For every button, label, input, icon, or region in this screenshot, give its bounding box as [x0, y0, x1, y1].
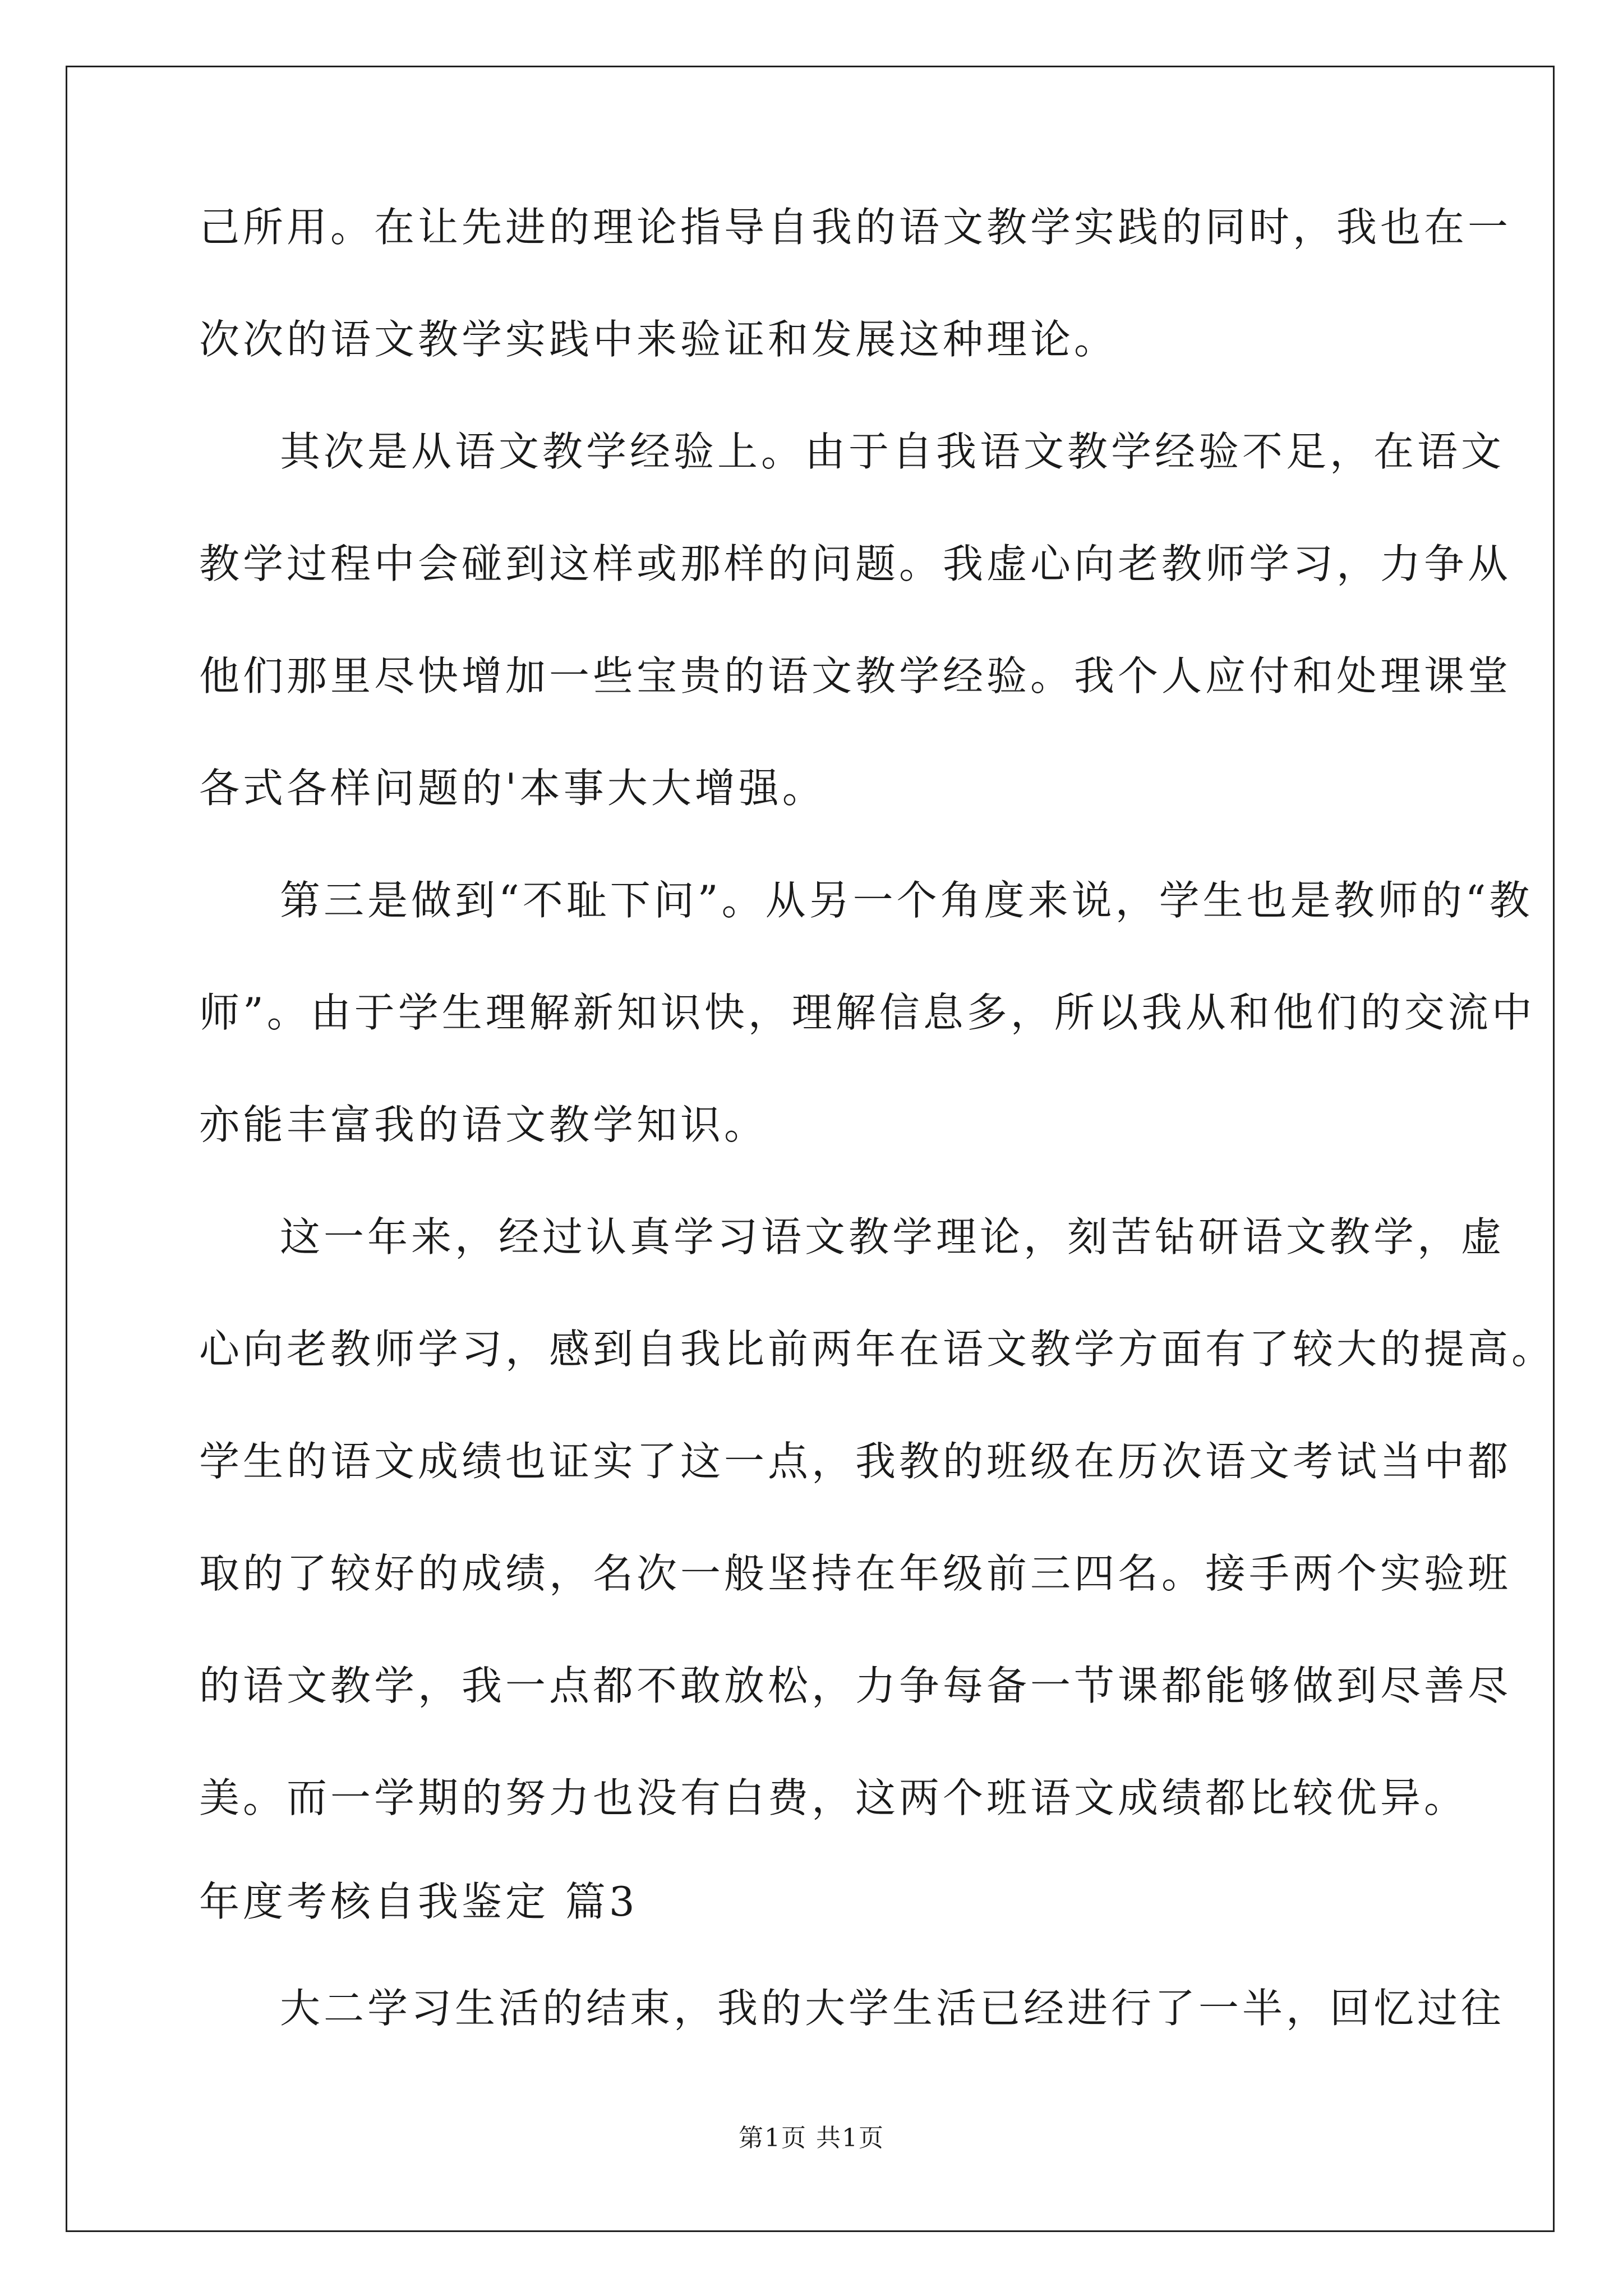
paragraph-line: 取的了较好的成绩，名次一般坚持在年级前三四名。接手两个实验班 [199, 1550, 1512, 1597]
paragraph-line: 己所用。在让先进的理论指导自我的语文教学实践的同时，我也在一 [199, 204, 1512, 251]
section-heading: 年度考核自我鉴定 篇3 [199, 1878, 638, 1925]
paragraph-line: 亦能丰富我的语文教学知识。 [199, 1101, 768, 1148]
paragraph-line: 的语文教学，我一点都不敢放松，力争每备一节课都能够做到尽善尽 [199, 1662, 1512, 1709]
paragraph-line: 学生的语文成绩也证实了这一点，我教的班级在历次语文考试当中都 [199, 1438, 1512, 1485]
paragraph-line: 次次的语文教学实践中来验证和发展这种理论。 [199, 316, 1118, 363]
paragraph-line: 他们那里尽快增加一些宝贵的语文教学经验。我个人应付和处理课堂 [199, 652, 1512, 700]
paragraph-line: 第三是做到“不耻下问”。从另一个角度来说，学生也是教师的“教 [280, 877, 1533, 924]
paragraph-line: 美。而一学期的努力也没有白费，这两个班语文成绩都比较优异。 [199, 1774, 1468, 1821]
paragraph-line: 教学过程中会碰到这样或那样的问题。我虚心向老教师学习，力争从 [199, 540, 1512, 587]
paragraph-line: 各式各样问题的'本事大大增强。 [199, 765, 826, 812]
paragraph-line: 这一年来，经过认真学习语文教学理论，刻苦钻研语文教学，虚 [280, 1213, 1505, 1260]
paragraph-line: 其次是从语文教学经验上。由于自我语文教学经验不足，在语文 [280, 428, 1505, 475]
paragraph-line: 师”。由于学生理解新知识快，理解信息多，所以我从和他们的交流中 [199, 989, 1536, 1036]
paragraph-line: 大二学习生活的结束，我的大学生活已经进行了一半，回忆过往 [280, 1985, 1505, 2032]
paragraph-line: 心向老教师学习，感到自我比前两年在语文教学方面有了较大的提高。 [199, 1326, 1556, 1373]
page-footer: 第1页 共1页 [739, 2124, 884, 2152]
